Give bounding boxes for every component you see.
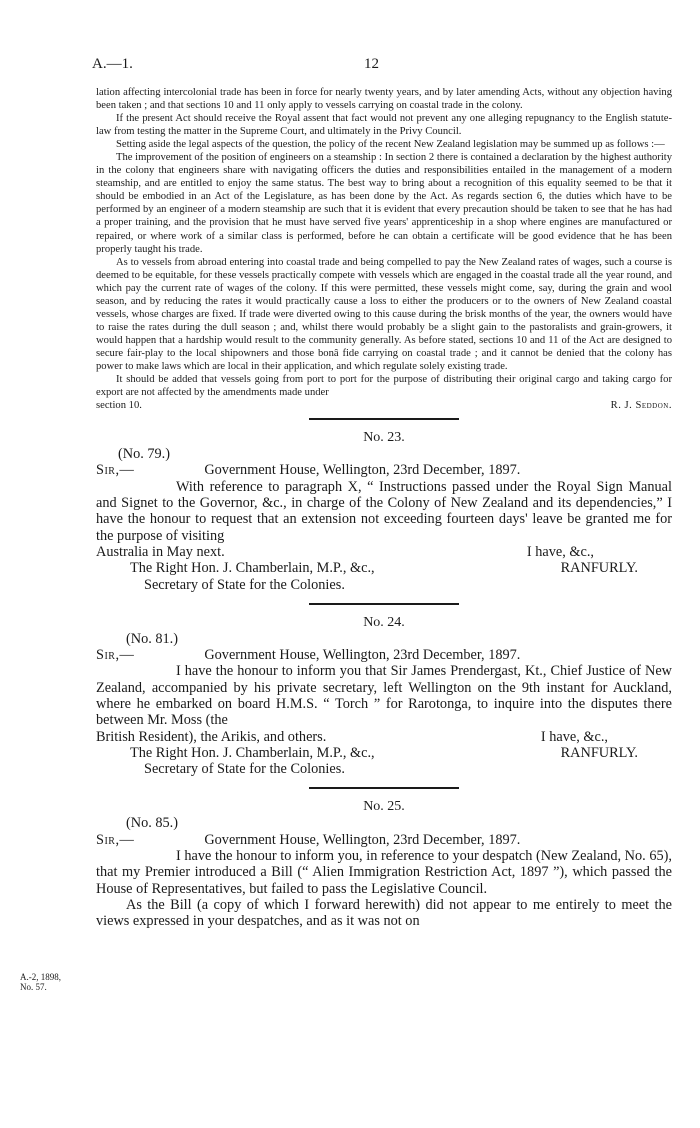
section-divider [309, 603, 459, 605]
paragraph: The improvement of the position of engineers on a steamship : In section 2 there is contained a declaration by the highest authority in the colony that engineers share with navigating officers the duties and responsibilities entailed in the management of a modern steamship, and are entitled to enjoy the same status. The best way to bring about a recognition of this equality seemed to be that it should be embodied in an Act of the Legislature, as has been done by the Act. As regards section 6, the duties which have to be performed by an engineer of a modern steamship are such that it is evident that every precaution should be taken to see that he has had a proper training, and the provision that he must have served five years' apprenticeship in a shop where engines are manufactured or repaired, or where work of a similar class is performed, before he can obtain a certificate will be good evidence that he has been properly taught his trade. [96, 152, 672, 255]
signature: RANFURLY. [560, 560, 638, 577]
page-header [92, 56, 672, 86]
paragraph: If the present Act should receive the Royal assent that fact would not prevent any one alleging repugnancy to the English statute-law from testing the matter in the Supreme Court, and ultimately in the Privy Council. [96, 113, 672, 138]
opening-section [96, 86, 672, 412]
salutation-line [96, 832, 672, 848]
letter-body: With reference to paragraph X, “ Instructions passed under the Royal Sign Manual and Signet to the Governor, &c., in charge of the Colony of New Zealand and its dependencies,” I have the honour to request that an extension not exceeding fourteen days' leave be granted me for the purpose of visiting [96, 478, 672, 544]
margin-ref-line: No. 57. [20, 982, 47, 992]
last-line: section 10. [96, 400, 142, 412]
margin-reference [20, 972, 61, 992]
despatch-ref: (No. 79.) [118, 446, 171, 463]
closing: I have, &c., [540, 728, 608, 745]
salutation-line [96, 647, 672, 663]
margin-ref-line: A.-2, 1898, [20, 972, 61, 982]
address-date: Government House, Wellington, 23rd December, 1897. [204, 831, 521, 848]
document-page [92, 56, 672, 930]
paragraph: It should be added that vessels going from port to port for the purpose of distributing their original cargo and taking cargo for export are not affected by the amendments made under [96, 374, 672, 399]
letter-number: No. 23. [363, 430, 405, 446]
letter-body-continued: As the Bill (a copy of which I forward herewith) did not appear to me entirely to meet the views expressed in your despatches, and as it was not on [96, 896, 672, 930]
letter-number: No. 24. [363, 614, 405, 630]
despatch-ref: (No. 85.) [126, 815, 179, 832]
recipient-title: Secretary of State for the Colonies. [144, 761, 345, 778]
letter-body: I have the honour to inform you that Sir James Prendergast, Kt., Chief Justice of New Zealand, accompanied by his private secretary, left Wellington on the 9th instant for Auckland, where he embarked on board H.M.S. “ Torch ” for Rarotonga, to inquire into the disputes there between Mr. Moss (the [96, 663, 672, 729]
recipient-row [130, 560, 638, 576]
recipient-row [130, 745, 638, 761]
last-line: British Resident), the Arikis, and others. [96, 728, 327, 745]
salutation: Sir,— [96, 647, 135, 664]
address-date: Government House, Wellington, 23rd December, 1897. [204, 647, 521, 664]
paragraph: As to vessels from abroad entering into coastal trade and being compelled to pay the New Zealand rates of wages, such a course is deemed to be equitable, for these vessels practically compete with vessels which are engaged in the coastal trade all the year round, and which pay the current rate of wages of the colony. If this were permitted, these vessels might come, say, during the grain and wool season, and by reducing the rates it would practically cause a loss to either the producers or to the owners of New Zealand coastal vessels, whose charges are fixed. If trade were diverted owing to this cause during the brisk months of the year, the owners would have to raise the rates during the dull season ; and, whilst there would probably be a slight gain to the pastoralists and grain-growers, it would happen that a hardship would result to the community generally. As before stated, sections 10 and 11 of the Act are designed to secure fair-play to the local shipowners and those bonâ fide carrying on coastal trade ; and it cannot be denied that the colony has power to make laws which are local in their application, and which regulate solely existing trade. [96, 256, 672, 372]
last-line: Australia in May next. [96, 543, 225, 560]
letter-number: No. 25. [363, 799, 405, 815]
salutation: Sir,— [96, 462, 135, 479]
despatch-ref: (No. 81.) [126, 630, 179, 647]
letter-24 [96, 631, 672, 778]
recipient-title: Secretary of State for the Colonies. [144, 576, 345, 593]
letter-23 [96, 446, 672, 593]
letter-25 [96, 815, 672, 929]
signature: RANFURLY. [560, 744, 638, 761]
section-divider [309, 418, 459, 420]
closing-row [96, 729, 672, 745]
paragraph: Setting aside the legal aspects of the question, the policy of the recent New Zealand legislation may be summed up as follows :— [116, 139, 665, 151]
closing-line [96, 399, 672, 412]
letter-body: I have the honour to inform you, in reference to your despatch (New Zealand, No. 65), that my Premier introduced a Bill (“ Alien Immigration Restriction Act, 1897 ”), which passed the House of Representatives, but failed to pass the Legislative Council. [96, 848, 672, 897]
recipient: The Right Hon. J. Chamberlain, M.P., &c., [130, 560, 375, 577]
closing-row [96, 544, 672, 560]
closing: I have, &c., [526, 543, 594, 560]
recipient: The Right Hon. J. Chamberlain, M.P., &c., [130, 744, 375, 761]
paper-reference: A.—1. [92, 56, 133, 72]
address-date: Government House, Wellington, 23rd December, 1897. [204, 462, 521, 479]
page-number: 12 [364, 56, 379, 72]
signature: R. J. Seddon. [610, 400, 672, 412]
salutation-line [96, 462, 672, 478]
paragraph: lation affecting intercolonial trade has been in force for nearly twenty years, and by later amending Acts, without any objection having been taken ; and that sections 10 and 11 only apply to vessels carrying on coastal trade in the colony. [96, 87, 672, 112]
salutation: Sir,— [96, 831, 135, 848]
section-divider [309, 787, 459, 789]
